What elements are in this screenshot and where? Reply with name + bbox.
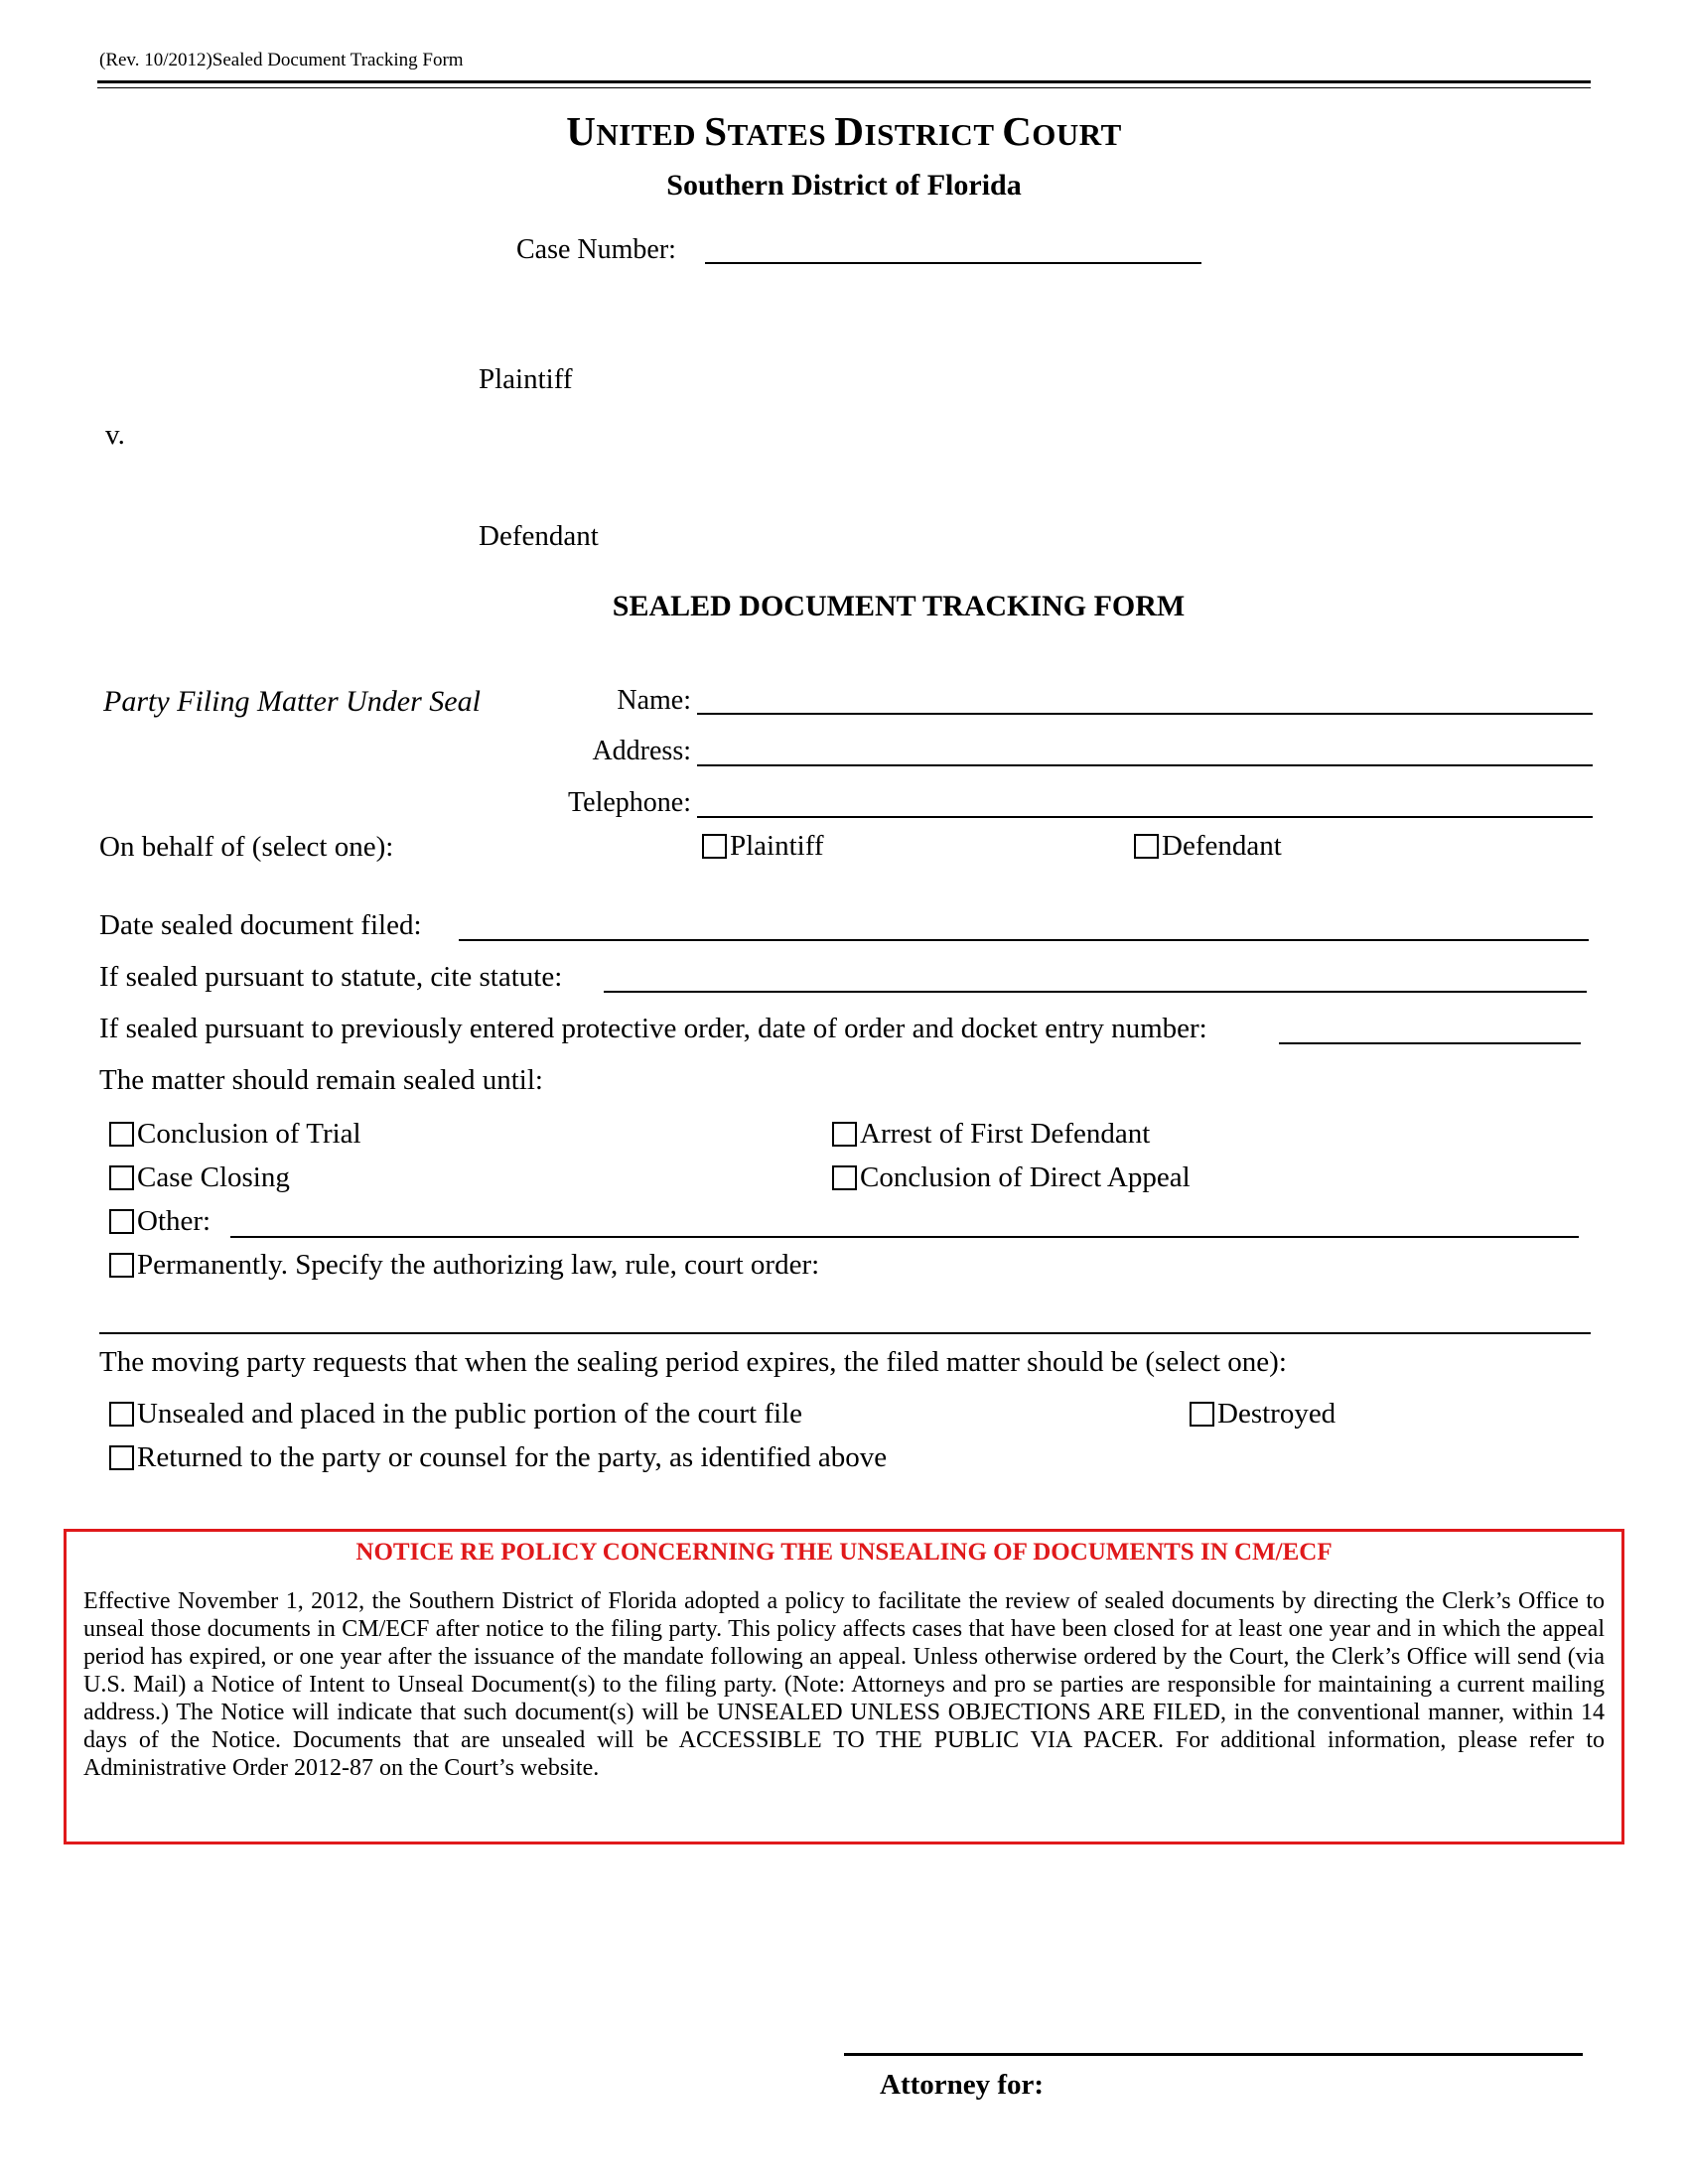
header-rule (97, 80, 1591, 83)
checkbox[interactable] (109, 1165, 134, 1190)
option-label: Arrest of First Defendant (860, 1118, 1151, 1150)
telephone-label: Telephone: (568, 787, 691, 818)
option-destroyed[interactable] (1190, 1398, 1336, 1431)
notice-title: NOTICE RE POLICY CONCERNING THE UNSEALING OF DOCUMENTS IN CM/ECF (355, 1539, 1333, 1566)
form-title: SEALED DOCUMENT TRACKING FORM (612, 590, 1186, 622)
attorney-for-label: Attorney for: (880, 2069, 1045, 2101)
court-title (0, 107, 1688, 155)
option-returned[interactable] (109, 1441, 887, 1474)
checkbox[interactable] (1134, 834, 1159, 859)
name-line (697, 713, 1593, 715)
option-label: Destroyed (1217, 1398, 1336, 1430)
statute-line (604, 991, 1587, 993)
checkbox[interactable] (109, 1253, 134, 1278)
district-name: Southern District of Florida (666, 169, 1022, 202)
option-label: Case Closing (137, 1161, 290, 1193)
protective-order-line (1279, 1042, 1581, 1044)
court-title-rest: NITED (596, 117, 705, 152)
option-label: Returned to the party or counsel for the party, as identified above (137, 1441, 888, 1473)
plaintiff-label: Plaintiff (479, 363, 573, 395)
signature-line[interactable] (844, 2053, 1583, 2056)
court-title-rest: TATES (727, 117, 835, 152)
option-conclusion-of-trial[interactable] (109, 1118, 361, 1151)
court-title-rest: OURT (1032, 117, 1122, 152)
other-line (230, 1236, 1579, 1238)
permanently-line (99, 1332, 1591, 1334)
on-behalf-label: On behalf of (select one): (99, 831, 394, 863)
option-label: Unsealed and placed in the public portion of the court file (137, 1398, 803, 1430)
court-title-initial: U (566, 108, 597, 154)
court-title-initial: S (704, 108, 728, 154)
option-label: Defendant (1162, 830, 1282, 862)
option-permanently[interactable] (109, 1249, 819, 1282)
date-filed-line (459, 939, 1589, 941)
court-title-initial: C (1002, 108, 1033, 154)
checkbox[interactable] (832, 1122, 857, 1147)
expiry-label: The moving party requests that when the sealing period expires, the filed matter should be (select one): (99, 1346, 1287, 1378)
on-behalf-defendant-option[interactable] (1134, 830, 1282, 863)
address-line (697, 764, 1593, 766)
name-label: Name: (617, 685, 691, 716)
option-conclusion-of-direct-appeal[interactable] (832, 1161, 1191, 1194)
option-case-closing[interactable] (109, 1161, 290, 1194)
checkbox[interactable] (109, 1122, 134, 1147)
option-arrest-of-first-defendant[interactable] (832, 1118, 1150, 1151)
option-other[interactable] (109, 1205, 211, 1238)
versus-label: v. (105, 419, 125, 451)
court-title-initial: D (834, 108, 865, 154)
court-title-rest: ISTRICT (864, 117, 1003, 152)
notice-box (64, 1529, 1624, 1844)
checkbox[interactable] (109, 1445, 134, 1470)
statute-label: If sealed pursuant to statute, cite statute: (99, 961, 563, 993)
notice-body: Effective November 1, 2012, the Southern District of Florida adopted a policy to facilitate the review of sealed documents by directing the Clerk’s Office to unseal those documents in CM/ECF after notice to the filing party. This policy affects cases that have been closed for at least one year and in which the appeal period has expired, or one year after the issuance of the mandate following an appeal. Unless otherwise ordered by the Court, the Clerk’s Office will send (via U.S. Mail) a Notice of Intent to Unseal Document(s) to the filing party. (Note: Attorneys and pro se parties are responsible for maintaining a current mailing address.) The Notice will indicate that such document(s) will be UNSEALED UNLESS OBJECTIONS ARE FILED, in the conventional manner, within 14 days of the Notice. Documents that are unsealed will be ACCESSIBLE TO THE PUBLIC VIA PACER. For additional information, please refer to Administrative Order 2012-87 on the Court’s website. (83, 1588, 1605, 1781)
case-number-label: Case Number: (516, 234, 676, 265)
checkbox[interactable] (109, 1402, 134, 1427)
remain-sealed-label: The matter should remain sealed until: (99, 1064, 543, 1096)
defendant-label: Defendant (479, 520, 599, 552)
option-label: Conclusion of Trial (137, 1118, 361, 1150)
telephone-line (697, 816, 1593, 818)
option-unsealed[interactable] (109, 1398, 802, 1431)
checkbox[interactable] (1190, 1402, 1214, 1427)
header-rule-thin (97, 87, 1591, 88)
revision-label: (Rev. 10/2012)Sealed Document Tracking Form (99, 50, 464, 70)
case-number-line (705, 262, 1201, 264)
date-filed-label: Date sealed document filed: (99, 909, 422, 941)
checkbox[interactable] (702, 834, 727, 859)
checkbox[interactable] (109, 1209, 134, 1234)
address-label: Address: (592, 736, 691, 766)
on-behalf-plaintiff-option[interactable] (702, 830, 824, 863)
option-label: Other: (137, 1205, 211, 1237)
checkbox[interactable] (832, 1165, 857, 1190)
option-label: Permanently. Specify the authorizing law, rule, court order: (137, 1249, 820, 1281)
protective-order-label: If sealed pursuant to previously entered protective order, date of order and docket entry number: (99, 1013, 1207, 1044)
option-label: Conclusion of Direct Appeal (860, 1161, 1191, 1193)
party-filing-label: Party Filing Matter Under Seal (103, 685, 481, 718)
option-label: Plaintiff (730, 830, 824, 862)
